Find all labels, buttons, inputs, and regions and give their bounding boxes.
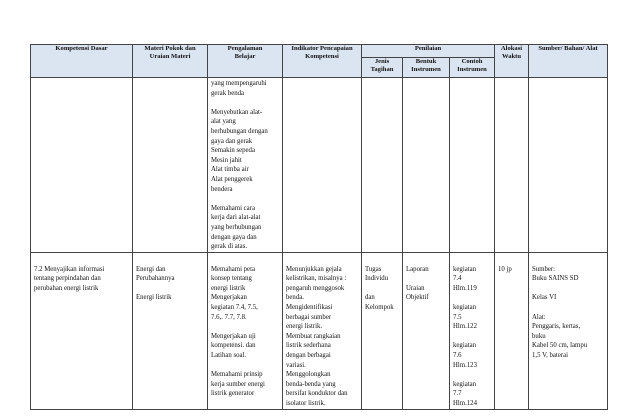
- cell-pengalaman: yang mempengaruhi gerak benda Menyebutkan alat- alat yang berhubungan dengan gaya dan gerak Semakin sepeda Mesin jahit Alat timba air Alat penggerek bendera Memahami cara kerja dari alat-alat yang berhubungan dengan gaya dan gerak di atas.: [208, 78, 283, 253]
- cell-alokasi: 10 jp: [495, 252, 529, 409]
- header-sumber: Sumber/ Bahan/ Alat: [529, 45, 608, 78]
- header-contoh-instrumen: Contoh Instrumen: [450, 58, 495, 78]
- header-penilaian: Penilaian: [362, 45, 495, 58]
- cell-jenis: [362, 78, 403, 253]
- table-row: [31, 78, 608, 253]
- cell-jenis: Tugas Individu dan Kelompok: [362, 252, 403, 409]
- cell-bentuk: [403, 78, 450, 253]
- header-kompetensi-dasar: Kompetensi Dasar: [31, 45, 133, 78]
- syllabus-table: [30, 44, 608, 410]
- cell-sumber: Sumber: Buku SAINS SD Kelas VI Alat: Penggaris, kertas, buku Kabel 50 cm, lampu 1,5 V, baterai: [529, 252, 608, 409]
- header-indikator: Indikator Pencapaian Kompetensi: [283, 45, 362, 78]
- cell-materi: [133, 78, 208, 253]
- table-row: [31, 252, 608, 409]
- header-materi-pokok: Materi Pokok dan Uraian Materi: [133, 45, 208, 78]
- header-pengalaman-belajar: Pengalaman Belajar: [208, 45, 283, 78]
- header-bentuk-instrumen: Bentuk Instrumen: [403, 58, 450, 78]
- header-alokasi-waktu: Alokasi Waktu: [495, 45, 529, 78]
- cell-kompetensi-dasar: 7.2 Menyajikan informasi tentang perpindahan dan perubahan energi listrik: [31, 252, 133, 409]
- cell-materi: Energi dan Perubahannya Energi listrik: [133, 252, 208, 409]
- cell-indikator: [283, 78, 362, 253]
- cell-contoh: kegiatan 7.4 Hlm.119 kegiatan 7.5 Hlm.122 kegiatan 7.6 Hlm.123 kegiatan 7.7 Hlm.124: [450, 252, 495, 409]
- cell-sumber: [529, 78, 608, 253]
- cell-kompetensi-dasar: [31, 78, 133, 253]
- cell-alokasi: [495, 78, 529, 253]
- cell-indikator: Menunjukkan gejala kelistrikan, misalnya : pengaruh menggosok benda. Mengidentifikasi berbagai sumber energi listrik. Membuat rangkaian listrik sederhana dengan berbagai variasi. Menggolongkan benda-benda yang bersifat konduktor dan isolator listrik.: [283, 252, 362, 409]
- cell-pengalaman: Memahami peta konsep tentang energi listrik Mengerjakan kegiatan 7.4, 7.5, 7.6,. 7.7, 7.8. Mengerjakan uji kompetensi. dan Latihan soal. Memahami prinsip kerja sumber energi listrik generator: [208, 252, 283, 409]
- header-jenis-tagihan: Jenis Tagihan: [362, 58, 403, 78]
- cell-bentuk: Laporan Uraian Objektif: [403, 252, 450, 409]
- cell-contoh: [450, 78, 495, 253]
- header-row: [31, 45, 608, 58]
